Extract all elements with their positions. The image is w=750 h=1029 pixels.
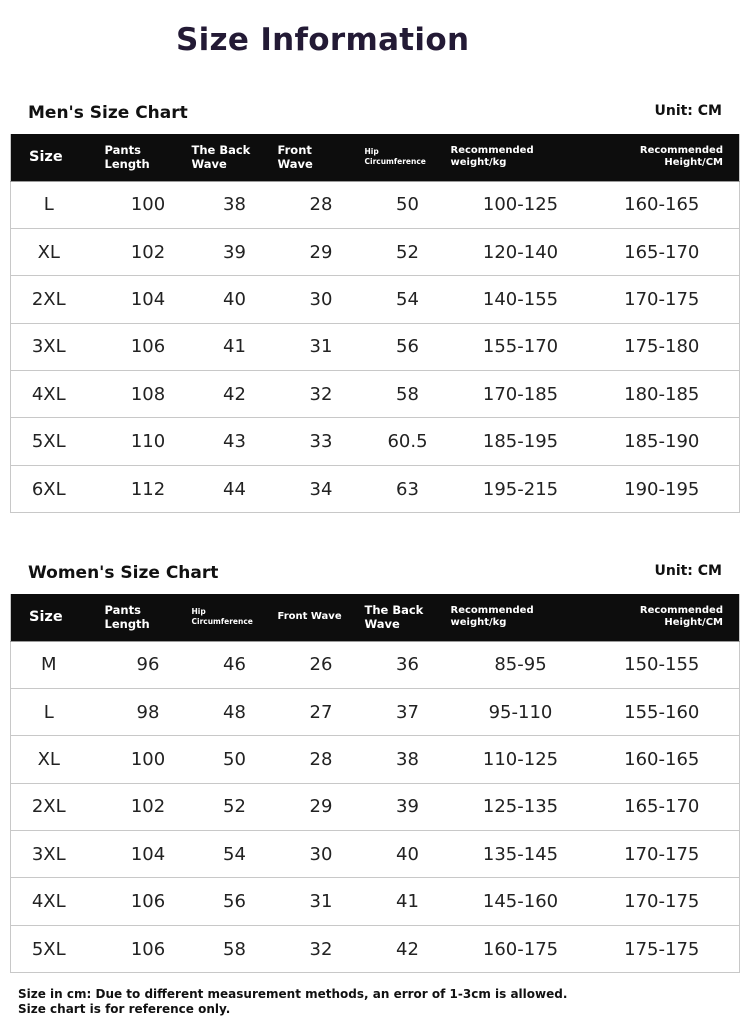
women-cell-weight: 95-110 <box>451 688 591 735</box>
men-header-height: Recommended Height/CM <box>639 145 723 169</box>
men-cell-height: 170-175 <box>591 276 740 323</box>
women-cell-height: 150-155 <box>591 641 740 688</box>
women-header-height: Recommended Height/CM <box>639 605 723 629</box>
women-cell-col-3: 56 <box>192 878 278 925</box>
men-cell-col-4: 29 <box>278 228 365 275</box>
men-cell-pants-length: 112 <box>105 465 192 512</box>
women-table-row <box>11 878 740 925</box>
women-cell-col-5: 42 <box>365 925 451 972</box>
women-cell-size: M <box>11 641 105 688</box>
men-cell-size: 5XL <box>11 418 105 465</box>
women-cell-col-4: 27 <box>278 688 365 735</box>
women-cell-col-5: 39 <box>365 783 451 830</box>
men-cell-col-4: 30 <box>278 276 365 323</box>
women-cell-height: 175-175 <box>591 925 740 972</box>
men-cell-col-3: 43 <box>192 418 278 465</box>
men-unit-label: Unit: CM <box>654 103 722 119</box>
women-cell-height: 170-175 <box>591 878 740 925</box>
women-cell-col-5: 37 <box>365 688 451 735</box>
women-cell-col-5: 36 <box>365 641 451 688</box>
men-cell-col-4: 33 <box>278 418 365 465</box>
women-header-size: Size <box>29 609 63 626</box>
women-table-row <box>11 736 740 783</box>
women-header-weight: Recommended weight/kg <box>450 605 534 629</box>
men-cell-col-5: 56 <box>365 323 451 370</box>
men-cell-size: 3XL <box>11 323 105 370</box>
men-cell-size: 4XL <box>11 371 105 418</box>
men-cell-size: 6XL <box>11 465 105 512</box>
men-table-row <box>11 465 740 512</box>
men-cell-col-3: 42 <box>192 371 278 418</box>
women-chart-title: Women's Size Chart <box>28 563 219 583</box>
men-header-size: Size <box>29 149 63 166</box>
women-cell-col-3: 46 <box>192 641 278 688</box>
men-cell-col-3: 38 <box>192 181 278 228</box>
men-header-hip: Hip Circumference <box>364 147 426 167</box>
women-cell-height: 165-170 <box>591 783 740 830</box>
women-cell-pants-length: 106 <box>105 878 192 925</box>
men-cell-pants-length: 110 <box>105 418 192 465</box>
women-header-hip: Hip Circumference <box>191 607 253 627</box>
women-cell-col-4: 28 <box>278 736 365 783</box>
women-table-row <box>11 641 740 688</box>
women-cell-col-5: 38 <box>365 736 451 783</box>
men-cell-col-3: 41 <box>192 323 278 370</box>
men-table-row <box>11 323 740 370</box>
women-cell-col-3: 52 <box>192 783 278 830</box>
men-cell-col-4: 28 <box>278 181 365 228</box>
women-header-row <box>11 594 740 641</box>
women-header-pants-length: Pants Length <box>104 603 150 632</box>
men-cell-weight: 195-215 <box>451 465 591 512</box>
men-table-row <box>11 418 740 465</box>
women-cell-pants-length: 96 <box>105 641 192 688</box>
men-cell-pants-length: 108 <box>105 371 192 418</box>
men-cell-height: 165-170 <box>591 228 740 275</box>
women-cell-height: 170-175 <box>591 831 740 878</box>
women-cell-col-4: 31 <box>278 878 365 925</box>
men-cell-height: 175-180 <box>591 323 740 370</box>
men-cell-pants-length: 100 <box>105 181 192 228</box>
women-cell-size: 3XL <box>11 831 105 878</box>
women-table-row <box>11 688 740 735</box>
men-header-weight: Recommended weight/kg <box>450 145 534 169</box>
men-cell-col-4: 31 <box>278 323 365 370</box>
women-cell-size: 2XL <box>11 783 105 830</box>
men-table-row <box>11 276 740 323</box>
men-cell-height: 190-195 <box>591 465 740 512</box>
men-cell-col-4: 34 <box>278 465 365 512</box>
women-cell-size: 4XL <box>11 878 105 925</box>
women-table-body <box>11 641 740 973</box>
men-cell-height: 185-190 <box>591 418 740 465</box>
men-table-row <box>11 228 740 275</box>
women-cell-weight: 160-175 <box>451 925 591 972</box>
women-table-row <box>11 925 740 972</box>
women-cell-weight: 125-135 <box>451 783 591 830</box>
women-cell-weight: 85-95 <box>451 641 591 688</box>
men-cell-size: L <box>11 181 105 228</box>
men-table-row <box>11 181 740 228</box>
men-cell-col-5: 58 <box>365 371 451 418</box>
men-chart-title: Men's Size Chart <box>28 103 188 123</box>
women-cell-col-3: 48 <box>192 688 278 735</box>
page-title: Size Information <box>176 22 470 58</box>
women-table-row <box>11 831 740 878</box>
men-cell-size: 2XL <box>11 276 105 323</box>
men-cell-col-5: 63 <box>365 465 451 512</box>
men-header-front-wave: Front Wave <box>277 143 313 172</box>
men-table-row <box>11 371 740 418</box>
men-cell-pants-length: 104 <box>105 276 192 323</box>
women-cell-height: 155-160 <box>591 688 740 735</box>
men-cell-pants-length: 102 <box>105 228 192 275</box>
women-cell-weight: 110-125 <box>451 736 591 783</box>
women-cell-size: XL <box>11 736 105 783</box>
men-cell-col-5: 52 <box>365 228 451 275</box>
men-header-back-wave: The Back Wave <box>191 143 251 172</box>
women-cell-pants-length: 100 <box>105 736 192 783</box>
women-cell-size: L <box>11 688 105 735</box>
men-cell-weight: 185-195 <box>451 418 591 465</box>
women-cell-col-4: 30 <box>278 831 365 878</box>
men-cell-weight: 120-140 <box>451 228 591 275</box>
women-size-table <box>10 594 740 973</box>
men-cell-height: 180-185 <box>591 371 740 418</box>
women-cell-pants-length: 106 <box>105 925 192 972</box>
men-cell-col-3: 39 <box>192 228 278 275</box>
men-cell-col-5: 60.5 <box>365 418 451 465</box>
women-cell-col-4: 26 <box>278 641 365 688</box>
women-header-front-wave: Front Wave <box>277 611 342 623</box>
men-header-pants-length: Pants Length <box>104 143 150 172</box>
men-cell-col-3: 40 <box>192 276 278 323</box>
men-cell-weight: 100-125 <box>451 181 591 228</box>
women-cell-col-4: 29 <box>278 783 365 830</box>
women-cell-weight: 135-145 <box>451 831 591 878</box>
footnote: Size in cm: Due to different measurement methods, an error of 1-3cm is allowed. Size chart is for reference only. <box>18 987 568 1016</box>
men-cell-weight: 155-170 <box>451 323 591 370</box>
women-cell-pants-length: 102 <box>105 783 192 830</box>
men-cell-weight: 170-185 <box>451 371 591 418</box>
women-table-row <box>11 783 740 830</box>
men-cell-col-5: 50 <box>365 181 451 228</box>
women-cell-pants-length: 98 <box>105 688 192 735</box>
men-header-row <box>11 134 740 181</box>
men-cell-height: 160-165 <box>591 181 740 228</box>
men-cell-weight: 140-155 <box>451 276 591 323</box>
women-cell-weight: 145-160 <box>451 878 591 925</box>
women-cell-pants-length: 104 <box>105 831 192 878</box>
men-cell-col-3: 44 <box>192 465 278 512</box>
women-cell-col-5: 41 <box>365 878 451 925</box>
women-header-back-wave: The Back Wave <box>364 603 424 632</box>
men-table-body <box>11 181 740 513</box>
men-cell-col-5: 54 <box>365 276 451 323</box>
women-cell-size: 5XL <box>11 925 105 972</box>
women-cell-height: 160-165 <box>591 736 740 783</box>
women-cell-col-3: 54 <box>192 831 278 878</box>
women-cell-col-5: 40 <box>365 831 451 878</box>
women-cell-col-3: 58 <box>192 925 278 972</box>
men-cell-size: XL <box>11 228 105 275</box>
women-cell-col-4: 32 <box>278 925 365 972</box>
men-cell-col-4: 32 <box>278 371 365 418</box>
men-cell-pants-length: 106 <box>105 323 192 370</box>
men-size-table <box>10 134 740 513</box>
women-cell-col-3: 50 <box>192 736 278 783</box>
women-unit-label: Unit: CM <box>654 563 722 579</box>
